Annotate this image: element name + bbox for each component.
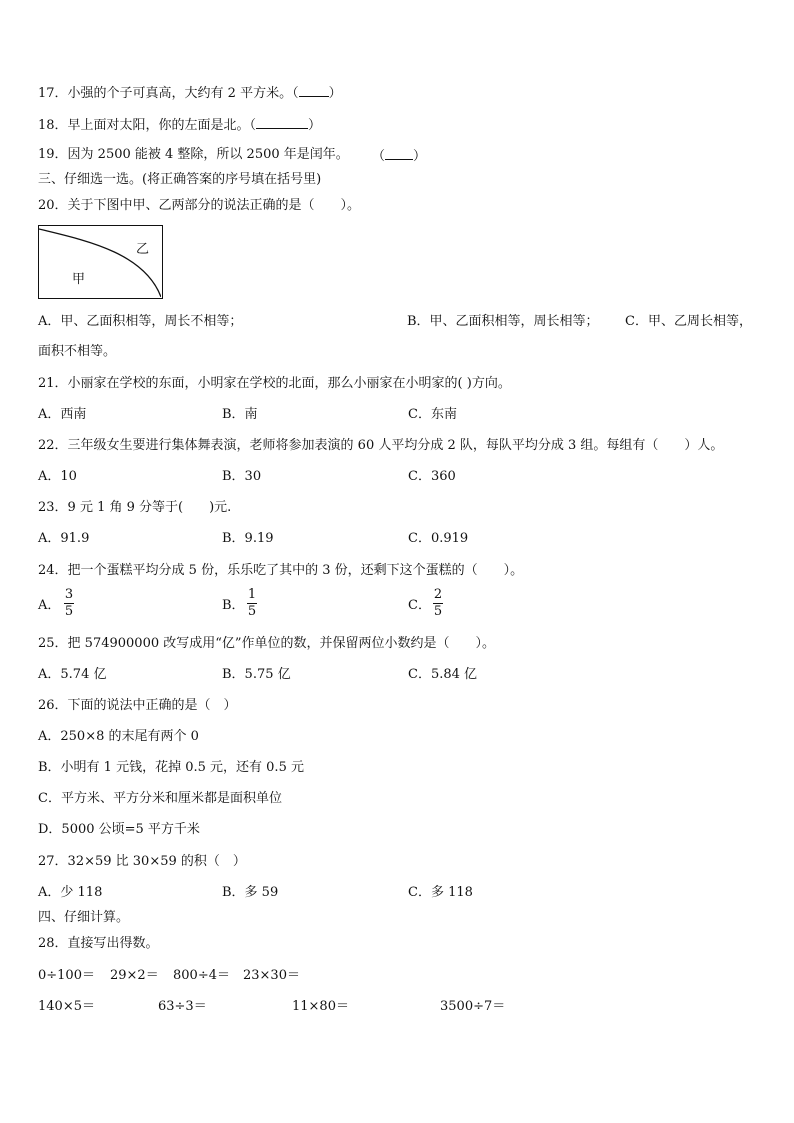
option-c[interactable]: C．5.84 亿 bbox=[408, 667, 478, 682]
calc-item: 23×30＝ bbox=[243, 968, 300, 983]
denominator: 5 bbox=[247, 604, 257, 619]
answer-blank[interactable] bbox=[299, 84, 329, 97]
bracket-open: （ bbox=[372, 149, 386, 164]
numerator: 2 bbox=[433, 587, 443, 602]
calc-item: 11×80＝ bbox=[292, 999, 349, 1014]
question-20-text: 20．关于下图中甲、乙两部分的说法正确的是（ ）。 bbox=[38, 198, 361, 213]
option-a[interactable]: A．少 118 bbox=[38, 885, 103, 900]
option-b[interactable]: B．9.19 bbox=[222, 531, 274, 546]
option-b[interactable]: B．30 bbox=[222, 469, 262, 484]
option-c[interactable]: C．0.919 bbox=[408, 531, 469, 546]
calc-item: 63÷3＝ bbox=[158, 999, 207, 1014]
numerator: 1 bbox=[247, 587, 257, 602]
question-18 bbox=[38, 116, 321, 134]
numerator: 3 bbox=[64, 587, 74, 602]
calc-item: 140×5＝ bbox=[38, 999, 95, 1014]
option-c[interactable]: C．平方米、平方分米和厘米都是面积单位 bbox=[38, 791, 282, 806]
question-27-text: 27．32×59 比 30×59 的积（ ） bbox=[38, 854, 246, 869]
calc-item: 800÷4＝ bbox=[173, 968, 230, 983]
question-28-text: 28．直接写出得数。 bbox=[38, 936, 159, 951]
question-19-text: 19．因为 2500 能被 4 整除，所以 2500 年是闰年。 bbox=[38, 147, 349, 162]
question-22-text: 22．三年级女生要进行集体舞表演，老师将参加表演的 60 人平均分成 2 队，每队平均分成 3 组。每组有（ ）人。 bbox=[38, 438, 724, 453]
answer-blank[interactable] bbox=[385, 147, 413, 160]
denominator: 5 bbox=[64, 604, 74, 619]
question-21-text: 21．小丽家在学校的东面，小明家在学校的北面，那么小丽家在小明家的( )方向。 bbox=[38, 376, 511, 391]
arc-diagram bbox=[39, 226, 161, 297]
option-c[interactable]: C．多 118 bbox=[408, 885, 473, 900]
denominator: 5 bbox=[433, 604, 443, 619]
calc-item: 3500÷7＝ bbox=[440, 999, 506, 1014]
option-a[interactable]: A．91.9 bbox=[38, 531, 90, 546]
option-b[interactable]: B．5.75 亿 bbox=[222, 667, 291, 682]
option-c-continued: 面积不相等。 bbox=[38, 344, 117, 359]
label-yi: 乙 bbox=[136, 242, 150, 257]
option-b[interactable]: B． bbox=[222, 598, 245, 613]
calc-item: 29×2＝ bbox=[110, 968, 159, 983]
option-c[interactable]: C．甲、乙周长相等， bbox=[625, 314, 752, 329]
question-19-answer bbox=[372, 147, 426, 165]
question-25-text: 25．把 574900000 改写成用“亿”作单位的数，并保留两位小数约是（ ）。 bbox=[38, 636, 496, 651]
question-19 bbox=[38, 147, 349, 163]
answer-blank[interactable] bbox=[256, 116, 308, 129]
bracket-close: ） bbox=[413, 149, 427, 164]
question-17-text: 17．小强的个子可真高，大约有 2 平方米。（ bbox=[38, 86, 299, 101]
bracket-close: ） bbox=[328, 86, 342, 101]
option-b[interactable]: B．甲、乙面积相等，周长相等； bbox=[407, 314, 599, 329]
section-4-heading: 四、仔细计算。 bbox=[38, 910, 130, 925]
option-b[interactable]: B．多 59 bbox=[222, 885, 279, 900]
option-a[interactable]: A．5.74 亿 bbox=[38, 667, 107, 682]
question-23-text: 23．9 元 1 角 9 分等于( )元. bbox=[38, 500, 232, 515]
quarter-circle-figure bbox=[38, 225, 163, 299]
option-c[interactable]: C．东南 bbox=[408, 407, 457, 422]
option-b[interactable]: B．南 bbox=[222, 407, 258, 422]
question-24-text: 24．把一个蛋糕平均分成 5 份，乐乐吃了其中的 3 份，还剩下这个蛋糕的（ ）。 bbox=[38, 563, 524, 578]
option-b[interactable]: B．小明有 1 元钱，花掉 0.5 元，还有 0.5 元 bbox=[38, 760, 304, 775]
option-a[interactable]: A．甲、乙面积相等，周长不相等； bbox=[38, 314, 243, 329]
option-a[interactable]: A．西南 bbox=[38, 407, 87, 422]
calc-item: 0÷100＝ bbox=[38, 968, 95, 983]
section-3-heading: 三、仔细选一选。(将正确答案的序号填在括号里) bbox=[38, 172, 322, 187]
question-17 bbox=[38, 84, 342, 102]
option-a[interactable]: A．10 bbox=[38, 469, 77, 484]
option-c[interactable]: C． bbox=[408, 598, 431, 613]
question-18-text: 18．早上面对太阳，你的左面是北。（ bbox=[38, 118, 257, 133]
option-a[interactable]: A．250×8 的末尾有两个 0 bbox=[38, 729, 199, 744]
option-a[interactable]: A． bbox=[38, 598, 61, 613]
fraction-one-fifth bbox=[247, 588, 257, 619]
option-d[interactable]: D．5000 公顷=5 平方千米 bbox=[38, 822, 200, 837]
option-c[interactable]: C．360 bbox=[408, 469, 456, 484]
bracket-close: ） bbox=[308, 118, 322, 133]
fraction-three-fifths bbox=[64, 588, 74, 619]
label-jia: 甲 bbox=[72, 272, 86, 287]
question-26-text: 26．下面的说法中正确的是（ ） bbox=[38, 698, 237, 713]
fraction-two-fifths bbox=[433, 588, 443, 619]
